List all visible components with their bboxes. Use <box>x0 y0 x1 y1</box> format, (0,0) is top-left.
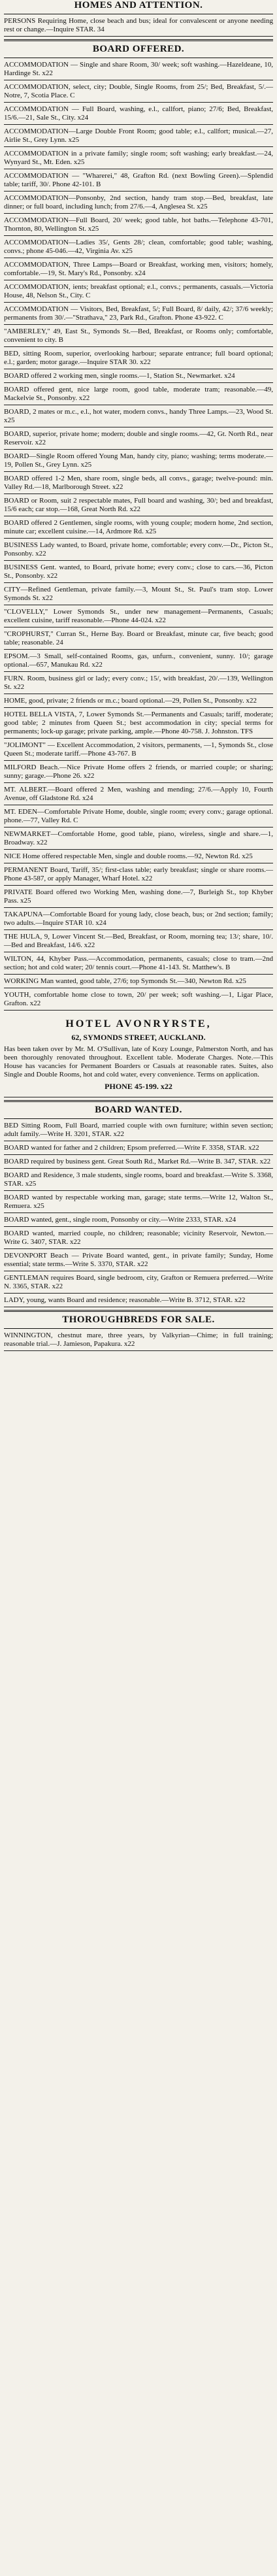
hotel-phone: PHONE 45-199. x22 <box>105 1082 172 1091</box>
classified-ad: ACCOMMODATION—Ponsonby, 2nd section, handy tram stop.—Bed, breakfast, late dinner; or full board, including lunch; from 27/6.—4, Anglesea St. x25 <box>4 192 273 214</box>
classified-ad: BUSINESS Gent. wanted, to Board, private home; every conv.; close to cars.—36, Picton St., Ponsonby. x22 <box>4 561 273 583</box>
hotel-body: Has been taken over by Mr. M. O'Sullivan, late of Kozy Lounge, Palmerston North, and has been thoroughly renovated throughout. Excellent table. Moderate Charges. Note.—This House has vacancies for Permanent Boarders or Casuals at reasonable rates. Suites, also Single and Double Rooms, hot and cold water, every convenience. Terms on application. <box>4 1045 273 1079</box>
classified-ad: EPSOM.—3 Small, self-contained Rooms, gas, unfurn., convenient, sunny. 10/; garage optional.—657, Manukau Rd. x22 <box>4 650 273 672</box>
hotel-address: 62, SYMONDS STREET, AUCKLAND. <box>71 1033 206 1042</box>
classified-ad: BOARD and Residence, 3 male students, single rooms, board and breakfast.—Write S. 3368, STAR. x25 <box>4 1169 273 1191</box>
classified-ad: LADY, young, wants Board and residence; reasonable.—Write B. 3712, STAR. x22 <box>4 1294 273 1307</box>
section-title: HOMES AND ATTENTION. <box>74 0 203 10</box>
section-header-homes <box>4 0 273 14</box>
classified-ad: CITY—Refined Gentleman, private family.—3, Mount St., St. Paul's tram stop. Lower Symonds St. x22 <box>4 583 273 605</box>
classified-ad: BOARD or Room, suit 2 respectable mates, Full board and washing, 30/; bed and breakfast, 15/6 each; car stop.—168, Great North Rd. x22 <box>4 494 273 516</box>
board-offered-list <box>4 58 273 1011</box>
classified-ad: ACCOMMODATION — Full Board, washing, e.l., callfort, piano; 27/6; Bed, Breakfast, 15/6.—21, Sale St., City. x24 <box>4 103 273 125</box>
classified-ad: BOARD offered gent, nice large room, good table, moderate tram; reasonable.—49, Mackelvie St., Ponsonby. x22 <box>4 383 273 405</box>
classified-ad: PERMANENT Board, Tariff, 35/; first-class table; early breakfast; single or share rooms.—Phone 43-587, or apply Manager, Wharf Hotel. x22 <box>4 863 273 886</box>
section-rule <box>4 1310 273 1312</box>
classified-ad: BOARD, superior, private home; modern; double and single rooms.—42, Gt. North Rd., near Reservoir. x22 <box>4 427 273 450</box>
section-header-board-offered <box>4 42 273 58</box>
classified-ad: ACCOMMODATION, Three Lamps—Board or Breakfast, working men, visitors; homely, comfortable.—19, St. Mary's Rd., Ponsonby. x24 <box>4 258 273 280</box>
classified-ad: ACCOMMODATION — Visitors, Bed, Breakfast, 5/; Full Board, 8/ daily, 42/; 37/6 weekly; permanents from 30/.—"Strathava," 23, Park Rd., Grafton. Phone 43-922. C <box>4 303 273 325</box>
homes-list <box>4 14 273 37</box>
classified-ad: ACCOMMODATION—Large Double Front Room; good table; e.l., callfort; musical.—27, Airlie St., Grey Lynn. x25 <box>4 125 273 147</box>
classified-ad: MT. EDEN—Comfortable Private Home, double, single room; every conv.; garage optional. phone.—77, Valley Rd. C <box>4 805 273 828</box>
classified-ad: DEVONPORT Beach — Private Board wanted, gent., in private family; Sunday, Home essential; state terms.—Write S. 3370, STAR. x22 <box>4 1249 273 1271</box>
classified-ad: BED, sitting Room, superior, overlooking harbour; separate entrance; full board optional; e.l.; garden; motor garage.—Inquire STAR 30. x22 <box>4 347 273 369</box>
classified-ad: BOARD wanted for father and 2 children; Epsom preferred.—Write F. 3358, STAR. x22 <box>4 1141 273 1155</box>
classified-ad: "CROPHURST," Curran St., Herne Bay. Board or Breakfast, minute car, five beach; good table; reasonable. 24 <box>4 627 273 650</box>
section-title: BOARD WANTED. <box>95 1105 182 1115</box>
classified-ad: PRIVATE Board offered two Working Men, washing done.—7, Burleigh St., top Khyber Pass. x25 <box>4 886 273 908</box>
classified-ad: BOARD offered 2 Gentlemen, single rooms, with young couple; modern home, 2nd section, minute car; excellent cuisine.—14, Ardmore Rd. x25 <box>4 516 273 539</box>
classified-ad: BOARD wanted, gent., single room, Ponsonby or city.—Write 2333, STAR. x24 <box>4 1213 273 1227</box>
section-header-thoroughbreds <box>4 1313 273 1329</box>
classified-ad: ACCOMMODATION, select, city; Double, Single Rooms, from 25/; Bed, Breakfast, 5/.—Notre, 7, Scotia Place. C <box>4 80 273 103</box>
classified-ad: WINNINGTON, chestnut mare, three years, by Valkyrian—Chime; in full training; reasonable trial.—J. Jamieson, Papakura. x22 <box>4 1329 273 1351</box>
classified-ad: BOARD wanted by respectable working man, garage; state terms.—Write 12, Walton St., Remuera. x25 <box>4 1191 273 1213</box>
classified-ad: TAKAPUNA—Comfortable Board for young lady, close beach, bus; or 2nd section; family; two adults.—Inquire STAR 10. x24 <box>4 908 273 930</box>
classified-ad: ACCOMMODATION—Ladies 35/, Gents 28/; clean, comfortable; good table; washing, convs.; phone 45-046.—42, Virginia Av. x25 <box>4 236 273 258</box>
section-rule <box>4 1100 273 1102</box>
classified-ad: MT. ALBERT.—Board offered 2 Men, washing and mending; 27/6.—Apply 10, Fourth Avenue, off Gladstone Rd. x24 <box>4 783 273 805</box>
classified-ad: BOARD wanted, married couple, no children; reasonable; vicinity Reservoir, Newton.—Write G. 3407, STAR. x22 <box>4 1227 273 1249</box>
hotel-notice <box>4 1011 273 1097</box>
section-header-board-wanted <box>4 1103 273 1119</box>
classified-ad: WORKING Man wanted, good table, 27/6; top Symonds St.—340, Newton Rd. x25 <box>4 975 273 988</box>
classified-ad: BUSINESS Lady wanted, to Board, private home, comfortable; every conv.—Dr., Picton St., Ponsonby. x22 <box>4 539 273 561</box>
classified-ad: ACCOMMODATION — Single and share Room, 30/ week; soft washing.—Hazeldeane, 10, Hardinge St. x22 <box>4 58 273 80</box>
classified-ad: PERSONS Requiring Home, close beach and bus; ideal for convalescent or anyone needing rest or change.—Inquire STAR. 34 <box>4 14 273 37</box>
classified-ad: YOUTH, comfortable home close to town, 20/ per week; soft washing.—1, Ligar Place, Grafton. x22 <box>4 988 273 1011</box>
classified-ad: HOTEL BELLA VISTA, 7, Lower Symonds St.—Permanents and Casuals; tariff, moderate; good table; 2 minutes from Queen St.; best accommodation in city; special terms for permanents; lock-up garage; private parking, ample.—Phone 40-758. J. Johnston. TFS <box>4 708 273 739</box>
thoroughbreds-list <box>4 1329 273 1351</box>
classified-ad: BOARD, 2 mates or m.c., e.l., hot water, modern convs., handy Three Lamps.—23, Wood St. x25 <box>4 405 273 427</box>
classified-ad: NICE Home offered respectable Men, single and double rooms.—92, Newton Rd. x25 <box>4 850 273 863</box>
classified-ad: ACCOMMODATION—Full Board, 20/ week; good table, hot baths.—Telephone 43-701, Thornton, 80, Wellington St. x25 <box>4 214 273 236</box>
classified-ad: WILTON, 44, Khyber Pass.—Accommodation, permanents, casuals; close to tram.—2nd section; hot and cold water; 20/ tennis court.—Phone 41-143. St. Matthew's. B <box>4 952 273 975</box>
classified-ad: "AMBERLEY," 49, East St., Symonds St.—Bed, Breakfast, or Rooms only; comfortable, convenient to city. B <box>4 325 273 347</box>
classified-ad: ACCOMMODATION in a private family; single room; soft washing; early breakfast.—24, Wynyard St., Mt. Eden. x25 <box>4 147 273 169</box>
classified-ad: BOARD offered 2 working men, single rooms.—1, Station St., Newmarket. x24 <box>4 369 273 383</box>
classified-ad: "CLOVELLY," Lower Symonds St., under new management—Permanents, Casuals; excellent cuisine, tariff reasonable.—Phone 44-024. x22 <box>4 605 273 627</box>
section-rule <box>4 39 273 41</box>
classified-ad: ACCOMMODATION, ients; breakfast optional; e.l., convs.; permanents, casuals.—Victoria House, 48, Nelson St., City. C <box>4 280 273 303</box>
board-wanted-list <box>4 1119 273 1307</box>
classified-ad: BOARD—Single Room offered Young Man, handy city, piano; washing; terms moderate.—19, Pollen St., Grey Lynn. x25 <box>4 450 273 472</box>
classified-ad: "JOLIMONT" — Excellent Accommodation, 2 visitors, permanents, —1, Symonds St., close Queen St.; moderate tariff.—Phone 43-767. B <box>4 739 273 761</box>
classified-ad: HOME, good, private; 2 friends or m.c.; board optional.—29, Pollen St., Ponsonby. x22 <box>4 694 273 708</box>
hotel-title: HOTEL AVONRYRSTE, <box>65 1018 212 1029</box>
classified-ad: BED Sitting Room, Full Board, married couple with own furniture; within seven section; adult family.—Write H. 3201, STAR. x22 <box>4 1119 273 1141</box>
classified-ad: BOARD required by business gent. Great South Rd., Market Rd.—Write B. 347, STAR. x22 <box>4 1155 273 1169</box>
classified-ad: MILFORD Beach.—Nice Private Home offers 2 friends, or married couple; or sharing; sunny; garage.—Phone 26. x22 <box>4 761 273 783</box>
classified-ad: BOARD offered 1-2 Men, share room, single beds, all convs., garage; twelve-pound: min. Valley Rd.—18, Marlborough Street. x22 <box>4 472 273 494</box>
classified-ad: GENTLEMAN requires Board, single bedroom, city, Grafton or Remuera preferred.—Write N. 3365, STAR. x22 <box>4 1271 273 1294</box>
classified-ad: NEWMARKET—Comfortable Home, good table, piano, wireless, single and share.—1, Broadway. x22 <box>4 828 273 850</box>
classified-ad: ACCOMMODATION — "Wharerei," 48, Grafton Rd. (next Bowling Green).—Splendid table; tariff, 30/. Phone 42-101. B <box>4 169 273 192</box>
section-title: BOARD OFFERED. <box>92 44 185 54</box>
classified-ad: FURN. Room, business girl or lady; every conv.; 15/, with breakfast, 20/.—139, Wellington St. x22 <box>4 672 273 694</box>
classified-ad: THE HULA, 9, Lower Vincent St.—Bed, Breakfast, or Room, morning tea; 13/; share, 10/.—Bed and Breakfast, 14/6. x22 <box>4 930 273 952</box>
section-title: THOROUGHBREDS FOR SALE. <box>62 1314 215 1325</box>
